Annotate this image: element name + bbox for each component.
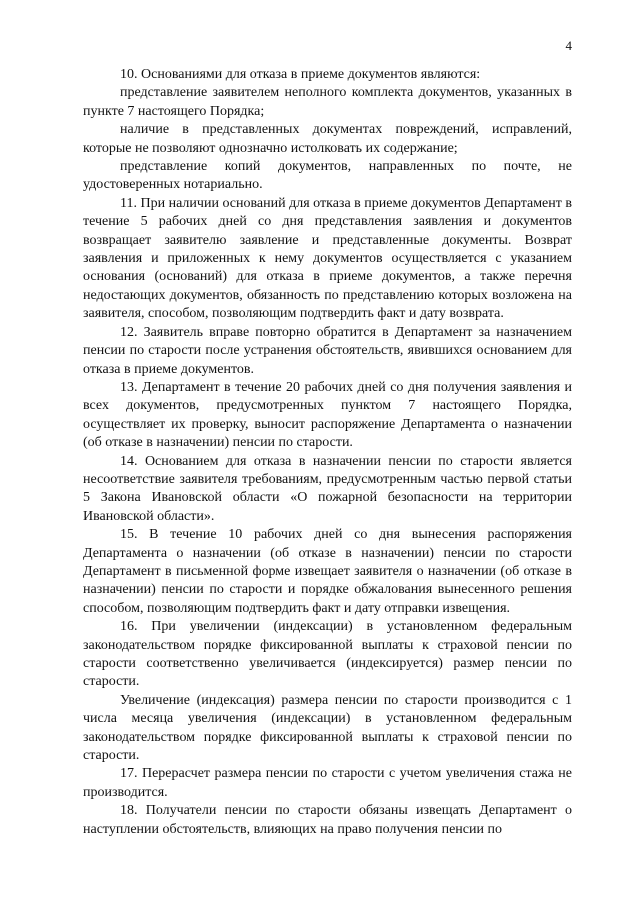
paragraph-10-item-2: наличие в представленных документах повреждений, исправлений, которые не позволяют однозначно истолковать их содержание; <box>83 122 572 156</box>
paragraph-13: 13. Департамент в течение 20 рабочих дней со дня получения заявления и всех документов, предусмотренных пунктом 7 настоящего Порядка, осуществляет их проверку, выносит распоряжение Департамента о назначении (об отказе в назначении) пенсии по старости. <box>83 379 572 451</box>
paragraph-16-continued: Увеличение (индексация) размера пенсии по старости производится с 1 числа месяца увеличения (индексации) в установленном федеральным законодательством порядке фиксированной выплаты к страховой пенсии по старости. <box>83 692 572 764</box>
paragraph-11: 11. При наличии оснований для отказа в приеме документов Департамент в течение 5 рабочих дней со дня представления заявления и документов возвращает заявителю заявление и представленные документы. Возврат заявления и приложенных к нему документов осуществляется с указанием основания (оснований) для отказа в приеме документов, а также перечня недостающих документов, обязанность по представлению которых возложена на заявителя, способом, позволяющим подтвердить факт и дату возврата. <box>83 195 572 322</box>
paragraph-18: 18. Получатели пенсии по старости обязаны извещать Департамент о наступлении обстоятельств, влияющих на право получения пенсии по <box>83 803 572 837</box>
page-number: 4 <box>565 38 572 53</box>
paragraph-10: 10. Основаниями для отказа в приеме документов являются: <box>120 67 481 82</box>
paragraph-16: 16. При увеличении (индексации) в установленном федеральным законодательством порядке фиксированной выплаты к страховой пенсии по старости соответственно увеличивается (индексируется) размер пенсии по старости. <box>83 619 572 690</box>
paragraph-12: 12. Заявитель вправе повторно обратится в Департамент за назначением пенсии по старости после устранения обстоятельств, явившихся основанием для отказа в приеме документов. <box>83 324 572 377</box>
document-body <box>83 66 572 839</box>
paragraph-17: 17. Перерасчет размера пенсии по старости с учетом увеличения стажа не производится. <box>83 766 572 800</box>
paragraph-15: 15. В течение 10 рабочих дней со дня вынесения распоряжения Департамента о назначении (об отказе в назначении) пенсии по старости Департамент в письменной форме извещает заявителя о назначении (об отказе в назначении) пенсии по старости и порядке обжалования вынесенного решения способом, позволяющим подтвердить факт и дату отправки извещения. <box>83 527 572 616</box>
paragraph-14: 14. Основанием для отказа в назначении пенсии по старости является несоответствие заявителя требованиям, предусмотренным частью первой статьи 5 Закона Ивановской области «О пожарной безопасности на территории Ивановской области». <box>83 453 572 524</box>
paragraph-10-item-3: представление копий документов, направленных по почте, не удостоверенных нотариально. <box>83 159 572 193</box>
paragraph-10-item-1: представление заявителем неполного комплекта документов, указанных в пункте 7 настоящего Порядка; <box>83 85 572 119</box>
